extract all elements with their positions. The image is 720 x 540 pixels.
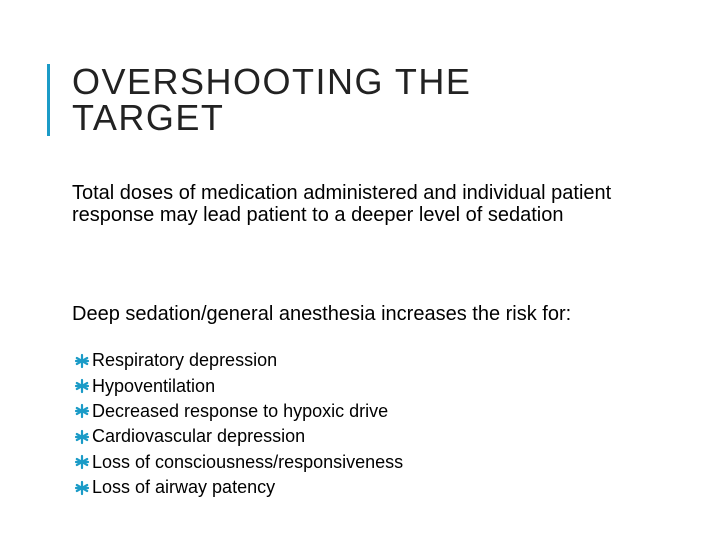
risk-bullet-list bbox=[74, 348, 403, 500]
bullet-text: Hypoventilation bbox=[92, 375, 216, 396]
bullet-text: Decreased response to hypoxic drive bbox=[92, 400, 389, 421]
bullet-text: Loss of consciousness/responsiveness bbox=[92, 451, 404, 472]
body-paragraph-1: Total doses of medication administered and individual patient response may lead patient to a deeper level of sedation bbox=[72, 182, 612, 226]
bullet-item bbox=[74, 348, 403, 373]
bullet-item bbox=[74, 450, 403, 475]
bullet-text: Loss of airway patency bbox=[92, 477, 276, 498]
slide-title bbox=[72, 61, 672, 138]
slide-title-line-2: TARGET bbox=[72, 97, 225, 138]
bullet-item bbox=[74, 399, 403, 424]
asterisk-icon bbox=[74, 480, 90, 496]
bullet-item bbox=[74, 373, 403, 398]
asterisk-icon bbox=[74, 403, 90, 419]
bullet-item bbox=[74, 475, 403, 500]
slide-title-line-1: OVERSHOOTING THE bbox=[72, 61, 472, 102]
title-accent-bar bbox=[47, 64, 50, 136]
asterisk-icon bbox=[74, 378, 90, 394]
bullet-text: Cardiovascular depression bbox=[92, 426, 306, 447]
asterisk-icon bbox=[74, 353, 90, 369]
body-paragraph-2: Deep sedation/general anesthesia increases the risk for: bbox=[72, 303, 572, 325]
bullet-text: Respiratory depression bbox=[92, 350, 278, 371]
asterisk-icon bbox=[74, 454, 90, 470]
bullet-item bbox=[74, 424, 403, 449]
asterisk-icon bbox=[74, 429, 90, 445]
